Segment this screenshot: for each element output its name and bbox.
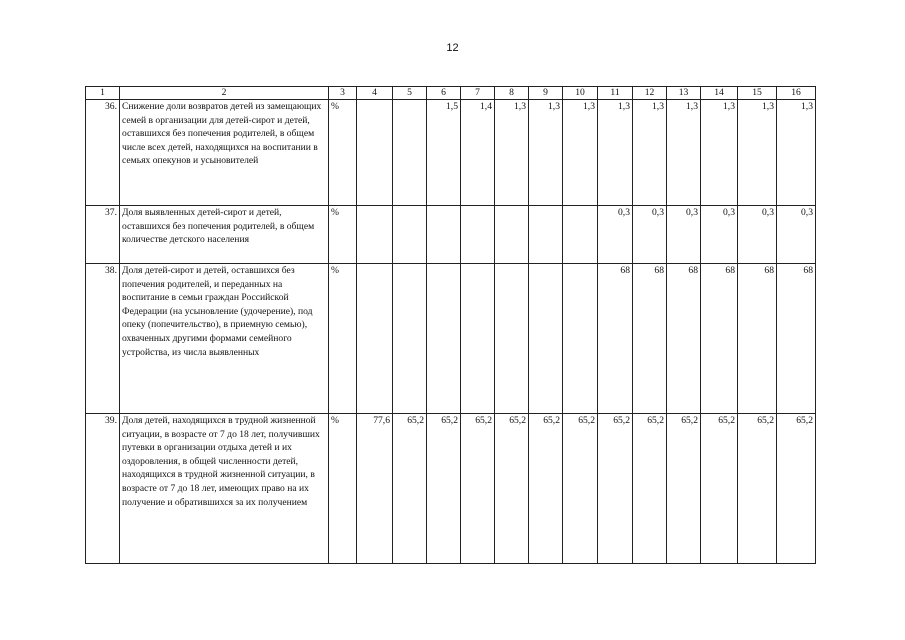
value-cell: 1,3 [701,100,738,206]
value-cell: 0,3 [777,206,816,264]
value-cell: 0,3 [598,206,633,264]
value-cell [393,100,427,206]
column-header: 2 [120,87,329,100]
indicator-description: Доля детей, находящихся в трудной жизненной ситуации, в возрасте от 7 до 18 лет, получивших путевки в организации отдыха детей и их оздоровления, в общей численности детей, находящихся в трудной жизненной ситуации, в возрасте от 7 до 18 лет, имеющих право на их получение и обратившихся за их получением [120,414,329,564]
indicators-table [85,86,816,564]
value-cell: 65,2 [563,414,598,564]
value-cell: 68 [667,264,701,414]
indicator-description: Снижение доли возвратов детей из замещающих семей в организации для детей-сирот и детей, оставшихся без попечения родителей, в общем числе всех детей, находящихся на воспитании в семьях опекунов и усыновителей [120,100,329,206]
column-header: 5 [393,87,427,100]
value-cell [357,100,393,206]
page-number: 12 [446,42,459,54]
column-header: 11 [598,87,633,100]
value-cell: 68 [738,264,777,414]
value-cell [529,206,563,264]
column-header: 1 [86,87,120,100]
indicator-description: Доля выявленных детей-сирот и детей, оставшихся без попечения родителей, в общем количестве детского населения [120,206,329,264]
value-cell: 0,3 [701,206,738,264]
value-cell: 68 [777,264,816,414]
column-header: 15 [738,87,777,100]
column-header: 9 [529,87,563,100]
table-body [86,87,816,564]
value-cell: 65,2 [393,414,427,564]
value-cell [495,206,529,264]
column-header: 14 [701,87,738,100]
unit-cell: % [329,100,357,206]
row-number: 36. [86,100,120,206]
value-cell [563,206,598,264]
value-cell: 68 [598,264,633,414]
column-header: 10 [563,87,598,100]
unit-cell: % [329,414,357,564]
value-cell [393,206,427,264]
column-header: 13 [667,87,701,100]
value-cell: 65,2 [529,414,563,564]
table-row [86,414,816,564]
column-header: 3 [329,87,357,100]
value-cell: 0,3 [738,206,777,264]
column-header: 6 [427,87,461,100]
table-row [86,206,816,264]
value-cell: 68 [633,264,667,414]
value-cell: 1,5 [427,100,461,206]
table-row [86,264,816,414]
unit-cell: % [329,264,357,414]
column-header: 7 [461,87,495,100]
value-cell: 65,2 [461,414,495,564]
value-cell [461,206,495,264]
value-cell: 65,2 [495,414,529,564]
column-header: 16 [777,87,816,100]
table-row [86,100,816,206]
value-cell: 65,2 [633,414,667,564]
column-number-row [86,87,816,100]
value-cell [357,264,393,414]
value-cell: 77,6 [357,414,393,564]
column-header: 4 [357,87,393,100]
column-header: 8 [495,87,529,100]
value-cell [529,264,563,414]
row-number: 38. [86,264,120,414]
value-cell [393,264,427,414]
row-number: 37. [86,206,120,264]
value-cell [461,264,495,414]
value-cell: 1,3 [738,100,777,206]
value-cell: 1,3 [563,100,598,206]
value-cell [427,264,461,414]
column-header: 12 [633,87,667,100]
value-cell: 1,3 [529,100,563,206]
value-cell [563,264,598,414]
value-cell: 1,3 [777,100,816,206]
value-cell: 0,3 [667,206,701,264]
value-cell [495,264,529,414]
value-cell: 1,3 [633,100,667,206]
unit-cell: % [329,206,357,264]
value-cell [357,206,393,264]
value-cell: 1,3 [495,100,529,206]
value-cell: 65,2 [777,414,816,564]
value-cell: 65,2 [598,414,633,564]
value-cell: 1,3 [598,100,633,206]
value-cell: 68 [701,264,738,414]
value-cell: 1,4 [461,100,495,206]
value-cell: 65,2 [667,414,701,564]
value-cell [427,206,461,264]
value-cell: 0,3 [633,206,667,264]
value-cell: 1,3 [667,100,701,206]
row-number: 39. [86,414,120,564]
value-cell: 65,2 [427,414,461,564]
value-cell: 65,2 [738,414,777,564]
indicator-description: Доля детей-сирот и детей, оставшихся без попечения родителей, и переданных на воспитание в семьи граждан Российской Федерации (на усыновление (удочерение), под опеку (попечительство), в приемную семью), охваченных другими формами семейного устройства, из числа выявленных [120,264,329,414]
value-cell: 65,2 [701,414,738,564]
